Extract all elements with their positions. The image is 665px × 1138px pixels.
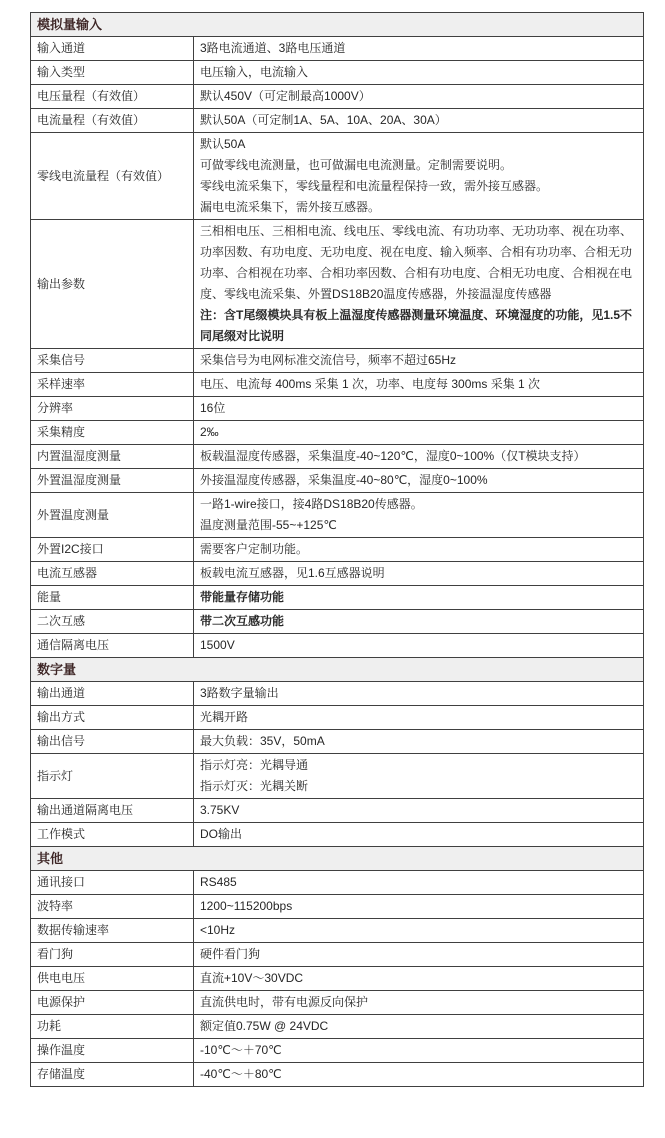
spec-value [194, 730, 644, 754]
spec-value-line: -10℃～＋70℃ [200, 1043, 282, 1057]
spec-value-line: 直流供电时，带有电源反向保护 [200, 995, 369, 1009]
table-row [31, 349, 644, 373]
spec-value-line: 1500V [200, 638, 235, 652]
spec-value-line: 默认450V（可定制最高1000V） [200, 89, 371, 103]
spec-label: 采集信号 [31, 349, 194, 373]
spec-label: 存储温度 [31, 1063, 194, 1087]
spec-label: 输出参数 [31, 220, 194, 349]
spec-value [194, 445, 644, 469]
spec-label: 零线电流量程（有效值） [31, 133, 194, 220]
spec-value-line: 默认50A [200, 137, 246, 151]
spec-label: 波特率 [31, 895, 194, 919]
section-header-row [31, 847, 644, 871]
table-row [31, 754, 644, 799]
spec-label: 操作温度 [31, 1039, 194, 1063]
spec-value [194, 397, 644, 421]
spec-value [194, 682, 644, 706]
spec-label: 输出信号 [31, 730, 194, 754]
spec-value-line: 3.75KV [200, 803, 240, 817]
spec-label: 输出通道隔离电压 [31, 799, 194, 823]
spec-value-line: 需要客户定制功能。 [200, 542, 309, 556]
table-row [31, 730, 644, 754]
spec-value [194, 109, 644, 133]
spec-value [194, 220, 644, 349]
spec-value-line: 带能量存储功能 [200, 590, 285, 604]
table-row [31, 967, 644, 991]
spec-table-body [31, 13, 644, 1087]
section-header: 数字量 [31, 658, 644, 682]
spec-value-line: <10Hz [200, 923, 236, 937]
spec-table [30, 12, 644, 1087]
spec-value-line: 2‰ [200, 425, 219, 439]
spec-value [194, 586, 644, 610]
table-row [31, 610, 644, 634]
spec-label: 分辨率 [31, 397, 194, 421]
spec-value-line: 一路1-wire接口，接4路DS18B20传感器。 [200, 497, 423, 511]
table-row [31, 109, 644, 133]
table-row [31, 586, 644, 610]
section-header-row [31, 658, 644, 682]
spec-value [194, 610, 644, 634]
spec-label: 供电电压 [31, 967, 194, 991]
spec-value-line: 直流+10V～30VDC [200, 971, 304, 985]
spec-value [194, 871, 644, 895]
spec-value-note: 注：含T尾缀模块具有板上温湿度传感器测量环境温度、环境湿度的功能，见1.5不同尾缀对比说明 [200, 308, 633, 343]
spec-value [194, 991, 644, 1015]
table-row [31, 943, 644, 967]
table-row [31, 1015, 644, 1039]
spec-label: 内置温湿度测量 [31, 445, 194, 469]
spec-label: 工作模式 [31, 823, 194, 847]
spec-label: 通讯接口 [31, 871, 194, 895]
spec-value-line: 指示灯灭：光耦关断 [200, 779, 309, 793]
spec-value [194, 1063, 644, 1087]
spec-value [194, 562, 644, 586]
table-row [31, 895, 644, 919]
table-row [31, 445, 644, 469]
table-row [31, 37, 644, 61]
spec-label: 输入通道 [31, 37, 194, 61]
table-row [31, 133, 644, 220]
spec-label: 数据传输速率 [31, 919, 194, 943]
spec-label: 电压量程（有效值） [31, 85, 194, 109]
table-row [31, 562, 644, 586]
spec-value [194, 373, 644, 397]
spec-value-line: 光耦开路 [200, 710, 249, 724]
table-row [31, 799, 644, 823]
spec-label: 外置温度测量 [31, 493, 194, 538]
section-header-row [31, 13, 644, 37]
spec-value [194, 37, 644, 61]
table-row [31, 538, 644, 562]
spec-value-line: 外接温湿度传感器，采集温度-40~80℃，湿度0~100% [200, 473, 488, 487]
spec-value-line: 额定值0.75W @ 24VDC [200, 1019, 329, 1033]
table-row [31, 469, 644, 493]
spec-label: 看门狗 [31, 943, 194, 967]
spec-value-line: 板载电流互感器，见1.6互感器说明 [200, 566, 385, 580]
table-row [31, 919, 644, 943]
spec-value-line: 默认50A（可定制1A、5A、10A、20A、30A） [200, 113, 447, 127]
table-row [31, 373, 644, 397]
spec-value [194, 943, 644, 967]
spec-value [194, 349, 644, 373]
table-row [31, 493, 644, 538]
table-row [31, 397, 644, 421]
table-row [31, 1063, 644, 1087]
spec-value-line: 硬件看门狗 [200, 947, 261, 961]
table-row [31, 706, 644, 730]
table-row [31, 421, 644, 445]
spec-value [194, 634, 644, 658]
spec-value [194, 1015, 644, 1039]
table-row [31, 61, 644, 85]
table-row [31, 823, 644, 847]
spec-label: 采集精度 [31, 421, 194, 445]
spec-value-line: 带二次互感功能 [200, 614, 285, 628]
spec-value [194, 919, 644, 943]
spec-label: 采样速率 [31, 373, 194, 397]
spec-value [194, 754, 644, 799]
table-row [31, 220, 644, 349]
spec-value [194, 823, 644, 847]
spec-document [0, 12, 665, 1087]
spec-value [194, 967, 644, 991]
spec-value [194, 799, 644, 823]
spec-label: 外置I2C接口 [31, 538, 194, 562]
spec-value-line: 板载温湿度传感器，采集温度-40~120℃，湿度0~100%（仅T模块支持） [200, 449, 586, 463]
spec-value-line: 3路电流通道、3路电压通道 [200, 41, 346, 55]
table-row [31, 1039, 644, 1063]
spec-value-line: -40℃～＋80℃ [200, 1067, 282, 1081]
spec-value [194, 1039, 644, 1063]
spec-value-line: 3路数字量输出 [200, 686, 279, 700]
spec-value [194, 61, 644, 85]
spec-value [194, 493, 644, 538]
table-row [31, 682, 644, 706]
spec-label: 通信隔离电压 [31, 634, 194, 658]
section-header: 模拟量输入 [31, 13, 644, 37]
table-row [31, 871, 644, 895]
spec-value-line: DO输出 [200, 827, 243, 841]
spec-value-line: 最大负载：35V，50mA [200, 734, 325, 748]
spec-value-line: 指示灯亮：光耦导通 [200, 758, 309, 772]
table-row [31, 85, 644, 109]
spec-label: 能量 [31, 586, 194, 610]
spec-label: 二次互感 [31, 610, 194, 634]
spec-label: 功耗 [31, 1015, 194, 1039]
spec-value-line: 漏电电流采集下，需外接互感器。 [200, 200, 381, 214]
spec-value-line: RS485 [200, 875, 237, 889]
section-header: 其他 [31, 847, 644, 871]
spec-value [194, 538, 644, 562]
spec-value [194, 133, 644, 220]
spec-value-line: 16位 [200, 401, 226, 415]
spec-value-line: 采集信号为电网标准交流信号，频率不超过65Hz [200, 353, 457, 367]
table-row [31, 634, 644, 658]
spec-label: 输入类型 [31, 61, 194, 85]
spec-label: 外置温湿度测量 [31, 469, 194, 493]
spec-value-line: 1200~115200bps [200, 899, 293, 913]
spec-label: 电流互感器 [31, 562, 194, 586]
table-row [31, 991, 644, 1015]
spec-label: 输出方式 [31, 706, 194, 730]
spec-label: 输出通道 [31, 682, 194, 706]
spec-value-line: 可做零线电流测量，也可做漏电电流测量。定制需要说明。 [200, 158, 513, 172]
spec-value-line: 温度测量范围-55~+125℃ [200, 518, 337, 532]
spec-label: 电流量程（有效值） [31, 109, 194, 133]
spec-value [194, 421, 644, 445]
spec-value-line: 三相相电压、三相相电流、线电压、零线电流、有功功率、无功功率、视在功率、功率因数、有功电度、无功电度、视在电度、输入频率、合相有功功率、合相无功功率、合相视在功率、合相功率因数、合相有功电度、合相无功电度、合相视在电度、零线电流采集、外置DS18B20温度传感器，外接温湿度传感器 [200, 224, 633, 301]
spec-value [194, 85, 644, 109]
spec-value [194, 706, 644, 730]
spec-label: 电源保护 [31, 991, 194, 1015]
spec-value-line: 电压输入，电流输入 [200, 65, 309, 79]
spec-value-line: 零线电流采集下，零线量程和电流量程保持一致，需外接互感器。 [200, 179, 549, 193]
spec-label: 指示灯 [31, 754, 194, 799]
spec-value [194, 895, 644, 919]
spec-value [194, 469, 644, 493]
spec-value-line: 电压、电流每 400ms 采集 1 次，功率、电度每 300ms 采集 1 次 [200, 377, 541, 391]
